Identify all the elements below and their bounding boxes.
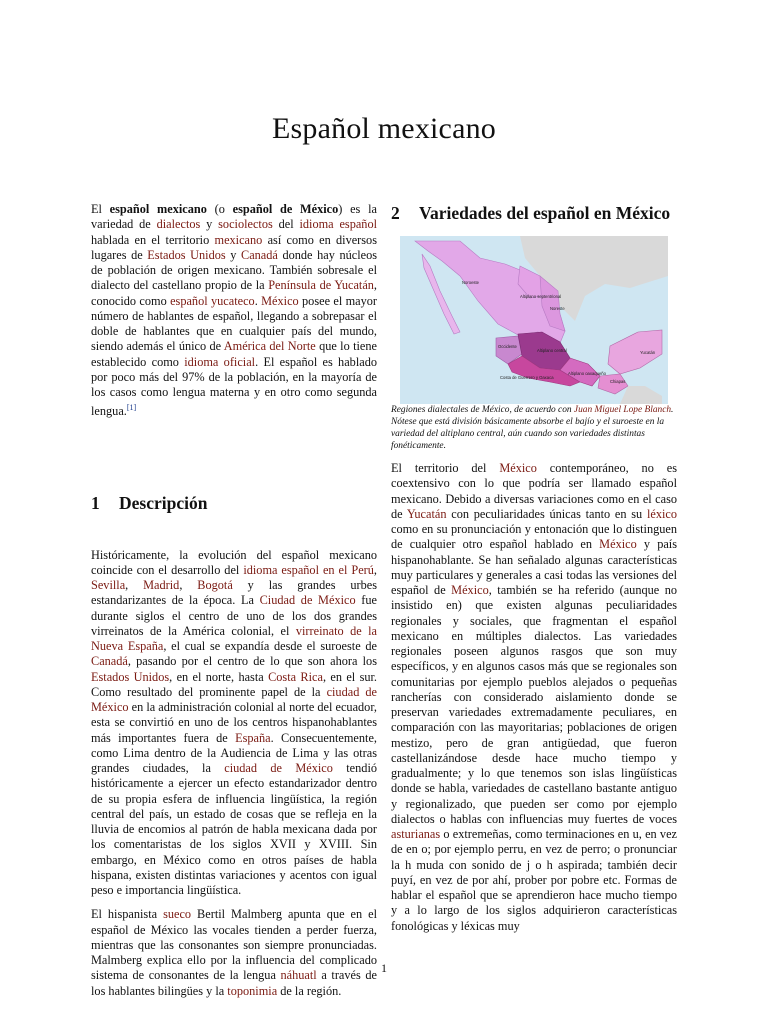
intro-paragraph [91,202,377,420]
right-column [391,202,677,943]
text-run: y país hispanohablante. Se han señalado algunas características muy particulares y generales a casi todas las versiones del español de [391,537,678,597]
wiki-link[interactable]: asturianas [391,827,441,841]
text-run: tendió históricamente a ejercer un efecto estandarizador dentro de su propia esfera de influencia lingüística, la región central del país, un estado de cosas que se refleja en la lluvia de encomios al patrón de habla mexicana dada por los comentaristas de los siglos XVII y XVIII. Sin embargo, en México como en otros países de habla hispana, existen distintas variaciones y acentos con igual peso e importancia lingüística. [91,761,378,898]
wiki-link[interactable]: toponimia [227,983,278,998]
wiki-link[interactable]: Madrid [143,578,180,593]
text-run: a través de los hablantes bilingües y la [91,968,377,998]
wiki-link[interactable]: mexicano [214,232,263,247]
map-label: Altiplano central [537,348,567,353]
text-run: El [91,202,110,216]
text-run: hablada en el territorio [91,232,215,247]
wiki-link[interactable]: ciudad de México [224,761,333,776]
text-run: , conocido como [91,278,377,308]
text-run: del [272,217,300,232]
wiki-link[interactable]: ciudad de México [91,684,377,715]
section-number: 1 [91,492,100,513]
text-run: . [254,293,262,308]
text-run: Bertil Malmberg apunta que en el español de México las vocales tienden a perder fuerza, mientras que las consonantes son siempre pronunciadas. Malmberg explica ello por la influencia del complicado sistema de consonantes de la lengua [91,907,377,983]
map-label: Altiplano oaxaqueño [568,371,606,376]
text-run: , [179,578,198,593]
text-run: con peculiaridades únicas tanto en su [446,506,647,521]
variedades-paragraph [391,461,677,934]
wiki-link[interactable]: léxico [646,506,677,521]
text-run: ) es la variedad de [91,202,377,232]
map-label: Chiapas [610,379,626,384]
map-caption [391,404,677,452]
wiki-link[interactable]: Bogotá [197,578,233,593]
wiki-link[interactable]: idioma español [299,217,378,232]
wiki-link[interactable]: España [235,730,271,745]
section-title: Descripción [119,492,208,513]
text-run: Regiones dialectales de México, de acuerdo con [391,405,574,415]
descripcion-paragraph-2 [91,907,377,999]
section-heading-variedades [391,202,677,224]
descripcion-paragraph-1 [91,548,377,899]
text-run: que lo tiene establecido como [91,339,377,369]
wiki-link[interactable]: México [599,537,637,552]
text-run: , pasando por el centro de lo que son ahora los [127,654,377,669]
section-number: 2 [391,203,400,223]
text-run: , el cual se expandía desde el suroeste de [163,639,377,654]
text-run: . Consecuentemente, como Lima dentro de la Audiencia de Lima y las otras grandes ciudades, la [91,730,377,776]
text-run: fue durante siglos el centro de uno de los dos grandes virreinatos de la América colonial, el [91,593,377,638]
wiki-link[interactable]: Estados Unidos [91,669,170,684]
wiki-link[interactable]: América del Norte [223,339,316,354]
map-label: Altiplano septentrional [520,294,562,299]
wiki-link[interactable]: Canadá [241,247,278,262]
text-run: , también se ha referido (aunque no insistido en) que existen algunas peculiaridades regionales y sociales, que fragmentan el español mexicano en múltiples dialectos. Las variedades regionales poseen algunos rasgos que son muy específicos, y en algunos casos más que se regionales son comunitarias por ejemplo pueblos alejados o pequeñas rancherías con considerado aislamiento donde se preservan variedades extremadamente peculiares, en comparación con las mayoritarias; poblaciones de origen mestizo, pero de gran antigüedad, que fueron castellanizándose desde hace mucho tiempo y gradualmente; y lo que tenemos son islas lingüísticas donde se habla, variedades de castellano bastante antiguo y regionalizado, que pueden ser como por ejemplo dialectos o hablas con influencias muy fuertes de voces [391,583,678,826]
wiki-link[interactable]: Juan Miguel Lope Blanch [573,405,672,415]
wiki-link[interactable]: idioma oficial [184,354,256,369]
map-label: Yucatán [640,350,656,355]
wiki-link[interactable]: Sevilla [91,578,126,593]
section-heading-descripcion [91,492,377,514]
text-run: y [225,247,241,262]
text-run: de la región. [277,983,342,998]
text-run: El hispanista [91,907,164,922]
text-run: posee el mayor número de hablantes de español, llegando a sobrepasar el doble de hablantes que en cualquier país del mundo, siendo además el único de [91,293,377,354]
wiki-link[interactable]: México [451,583,489,597]
page-title: Español mexicano [272,112,496,145]
wiki-link[interactable]: náhuatl [280,968,317,983]
text-run: en la administración colonial al norte del ecuador, esta se convirtió en uno de los centros hispanohablantes más importantes fuera de [91,700,378,745]
map-label: Noroeste [462,280,479,285]
text-run: , [125,578,144,593]
wiki-link[interactable]: virreinato de la Nueva España [91,623,377,654]
map-label: Occidente [498,344,517,349]
text-run: , en el norte, hasta [169,669,269,684]
wiki-link[interactable]: español yucateco [170,293,255,308]
text-run: . El español es hablado por poco más del 97% de la población, en la mayoría de los casos como lengua materna y en otro como segunda lengua. [91,354,377,419]
reference-link[interactable]: [1] [126,403,137,413]
text-run: Históricamente, la evolución del español mexicano coincide con el desarrollo del [91,547,377,577]
wiki-link[interactable]: idioma español en el Perú [243,562,374,577]
text-run: El territorio del [391,461,500,475]
text-run: como en su pronunciación y entonación que lo distinguen de cualquier otro español hablado en [391,522,677,552]
wiki-link[interactable]: sueco [163,907,192,922]
bold-term: español de México [232,202,339,216]
wiki-link[interactable]: México [261,293,299,308]
bold-term: español mexicano [109,202,207,216]
wiki-link[interactable]: Yucatán [406,506,447,521]
text-run: y [200,217,219,232]
wiki-link[interactable]: Estados Unidos [147,247,226,262]
text-run: y las grandes urbes estandarizantes de la época. La [91,578,377,608]
wiki-link[interactable]: Costa Rica [268,669,323,684]
map-label: Costa de Guerrero y Oaxaca [500,375,554,380]
text-run: , en el sur. Como resultado del prominente papel de la [91,669,378,699]
wiki-link[interactable]: Canadá [91,654,128,669]
section-title: Variedades del español en México [419,203,671,223]
text-run: (o [206,202,233,216]
wiki-link[interactable]: sociolectos [218,217,273,232]
wiki-link[interactable]: México [499,461,537,475]
wiki-link[interactable]: Península de Yucatán [268,278,374,293]
text-run: donde hay núcleos de población de origen mexicano. También sobresale el dialecto del castellano propio de la [91,247,378,293]
left-column [91,202,377,1008]
text-run: . Nótese que está división básicamente absorbe el bajío y el suroeste en la variedad del altiplano central, aún cuando son variedades distintas fonéticamente. [391,405,674,451]
text-run: o extremeñas, como terminaciones en u, en vez de en o; por ejemplo perru, en vez de perro; o pronunciar la h muda con sonido de j o h aspirada; también decir puyí, en vez de por ahí, prober por pobre etc. Formas de hablar el español que se aprendieron hace mucho tiempo y a lo largo de los siglos adquirieron características fonológicas y léxicas muy [391,827,677,933]
text-run: , [373,562,377,577]
text-run: así como en diversos lugares de [91,232,377,262]
wiki-link[interactable]: Ciudad de México [259,593,356,608]
page-number: 1 [381,961,387,975]
dialect-map-image [400,236,668,404]
wiki-link[interactable]: dialectos [156,217,201,232]
text-run: contemporáneo, no es coextensivo con lo que podría ser llamado español mexicano. Debido a diversas variaciones como en el caso de [391,461,677,521]
map-label: Noreste [550,306,565,311]
